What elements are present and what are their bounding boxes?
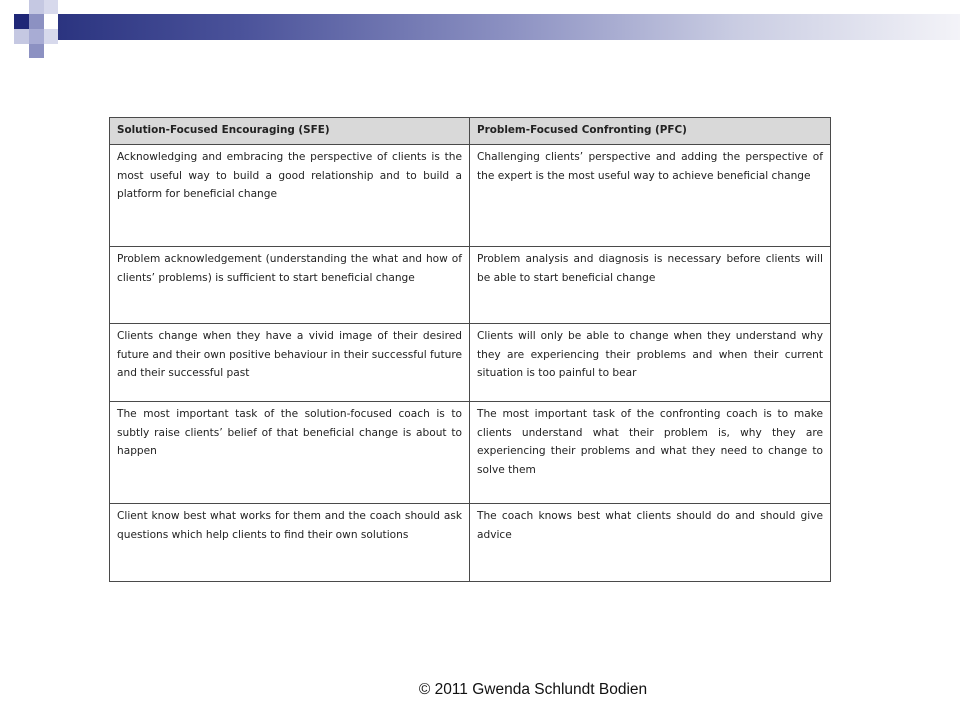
column-header-pfc: Problem-Focused Confronting (PFC): [470, 118, 831, 145]
table-cell-pfc: Challenging clients’ perspective and adding the perspective of the expert is the most useful way to achieve beneficial change: [470, 145, 831, 247]
deco-square-mid: [29, 29, 44, 44]
deco-square-dark: [14, 14, 29, 29]
table-cell-sfe: Problem acknowledgement (understanding the what and how of clients’ problems) is sufficient to start beneficial change: [110, 247, 470, 324]
deco-square-mid: [29, 44, 44, 58]
table-cell-sfe: The most important task of the solution-focused coach is to subtly raise clients’ belief of that beneficial change is about to happen: [110, 402, 470, 504]
table-header-row: [110, 118, 831, 145]
table-cell-sfe: Acknowledging and embracing the perspective of clients is the most useful way to build a good relationship and to build a platform for beneficial change: [110, 145, 470, 247]
table-cell-pfc: The coach knows best what clients should do and should give advice: [470, 504, 831, 582]
deco-square-light: [29, 0, 44, 14]
copyright-footer: © 2011 Gwenda Schlundt Bodien: [418, 681, 648, 698]
table-row: [110, 145, 831, 247]
table-cell-sfe: Clients change when they have a vivid image of their desired future and their own positive behaviour in their successful future and their successful past: [110, 324, 470, 402]
table-row: [110, 247, 831, 324]
table-row: [110, 402, 831, 504]
column-header-sfe: Solution-Focused Encouraging (SFE): [110, 118, 470, 145]
decorative-header: [0, 0, 960, 60]
table-cell-pfc: The most important task of the confronting coach is to make clients understand what their problem is, why they are experiencing their problems and what they need to change to solve them: [470, 402, 831, 504]
table-cell-pfc: Clients will only be able to change when they understand why they are experiencing their problems and when their current situation is too painful to bear: [470, 324, 831, 402]
deco-square-light: [44, 29, 58, 44]
deco-square-mid: [29, 14, 44, 29]
table-row: [110, 324, 831, 402]
table-row: [110, 504, 831, 582]
table-cell-sfe: Client know best what works for them and the coach should ask questions which help clients to find their own solutions: [110, 504, 470, 582]
header-gradient-bar: [58, 14, 960, 40]
table-cell-pfc: Problem analysis and diagnosis is necessary before clients will be able to start beneficial change: [470, 247, 831, 324]
deco-square-mid: [44, 0, 58, 14]
deco-square-light: [14, 29, 29, 44]
comparison-table-container: [109, 117, 830, 582]
comparison-table: [109, 117, 831, 582]
